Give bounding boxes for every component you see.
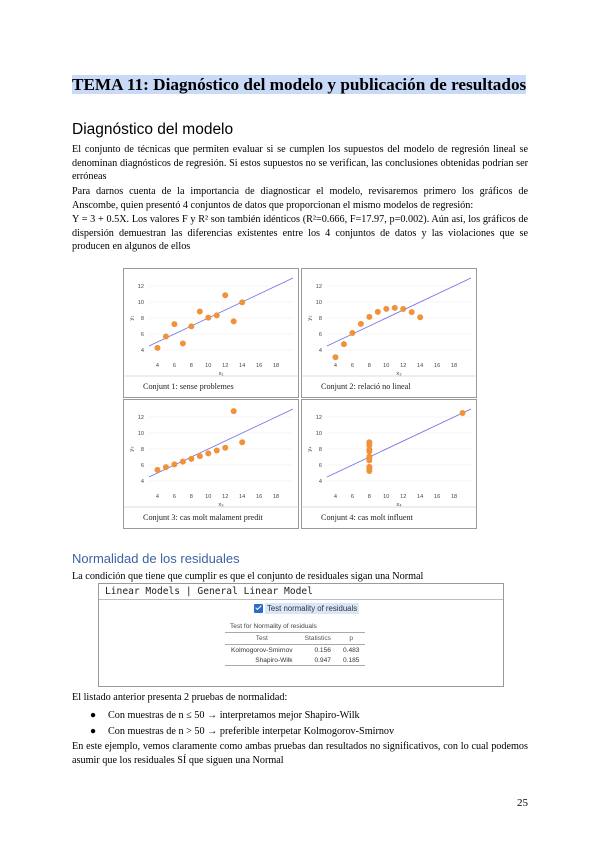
section-title: Diagnóstico del modelo (72, 121, 234, 138)
x-tick-label: 18 (272, 494, 280, 500)
data-point (231, 408, 237, 414)
x-tick-label: 4 (155, 494, 160, 500)
y-tick-label: 6 (140, 463, 144, 469)
y-axis-label: y₄ (307, 446, 313, 452)
x-tick-label: 14 (239, 494, 246, 500)
data-point (163, 464, 169, 470)
x-tick-label: 10 (383, 494, 390, 500)
data-point (366, 314, 372, 320)
y-tick-label: 8 (318, 316, 322, 322)
data-point (222, 292, 228, 298)
anscombe-panel (301, 400, 477, 529)
data-point (188, 456, 194, 462)
normality-intro: La condición que tiene que cumplir es que el conjunto de residuales sigan una Normal (72, 571, 424, 582)
jamovi-panel-title: Linear Models | General Linear Model (105, 586, 313, 597)
divider (99, 599, 503, 600)
data-point (171, 321, 177, 327)
column-header: Statistics (299, 633, 337, 645)
checkbox-label: Test normality of residuals (267, 604, 358, 613)
paragraph-anscombe: Para darnos cuenta de la importancia de diagnosticar el modelo, revisaremos primero los gráficos de Anscombe, quien presentó 4 conjuntos de datos que proporcionan el mismo modelos de regresión: (72, 186, 528, 211)
panel-caption: Conjunt 2: relació no lineal (321, 382, 411, 391)
list-item (90, 725, 394, 738)
data-point (205, 315, 211, 321)
page-number: 25 (517, 797, 528, 809)
y-tick-label: 12 (315, 415, 322, 421)
data-point (417, 314, 423, 320)
table-cell: 0.947 (299, 655, 337, 666)
table-cell: Shapiro-Wilk (225, 655, 299, 666)
anscombe-panel (301, 269, 477, 398)
table-row (225, 645, 365, 656)
x-tick-label: 10 (205, 494, 212, 500)
x-tick-label: 12 (400, 363, 407, 369)
data-point (197, 309, 203, 315)
y-axis-label: y₁ (129, 315, 135, 321)
y-tick-label: 4 (140, 348, 144, 354)
data-point (332, 354, 338, 360)
y-tick-label: 6 (140, 332, 144, 338)
x-tick-label: 14 (417, 363, 424, 369)
y-tick-label: 10 (137, 300, 144, 306)
paragraph-model: Y = 3 + 0.5X. Los valores F y R² son también idénticos (R²=0.666, F=17.97, p=0.002). Aún así, los gráficos de dispersión demuestran las diferencias existentes entre los 4 conjuntos de datos y las violaciones que se producen en algunos de ellos (72, 214, 528, 252)
x-tick-label: 16 (434, 494, 441, 500)
data-point (180, 459, 186, 465)
anscombe-figure (123, 268, 477, 530)
x-tick-label: 6 (172, 494, 176, 500)
x-tick-label: 12 (222, 494, 229, 500)
anscombe-panel (123, 269, 299, 398)
data-point (171, 461, 177, 467)
y-tick-label: 4 (318, 479, 322, 485)
normality-checkbox[interactable] (254, 604, 359, 613)
data-point (222, 445, 228, 451)
x-tick-label: 10 (383, 363, 390, 369)
jamovi-output-panel (98, 583, 504, 687)
chapter-heading (72, 74, 528, 96)
y-tick-label: 12 (137, 284, 144, 290)
panel-caption: Conjunt 4: cas molt influent (321, 513, 413, 522)
x-tick-label: 16 (256, 363, 263, 369)
x-axis-label: x₂ (396, 371, 402, 377)
table-cell: 0.156 (314, 646, 331, 654)
list-item-text: Con muestras de n ≤ 50 → interpretamos mejor Shapiro-Wilk (108, 710, 360, 721)
list-item (90, 709, 360, 722)
x-tick-label: 8 (189, 494, 193, 500)
y-tick-label: 6 (318, 332, 322, 338)
panel-caption: Conjunt 1: sense problemes (143, 382, 234, 391)
data-point (163, 334, 169, 340)
bullet-icon: ● (90, 726, 97, 737)
data-point (358, 321, 364, 327)
x-tick-label: 10 (205, 363, 212, 369)
y-tick-label: 10 (315, 300, 322, 306)
conclusion-paragraph: En este ejemplo, vemos claramente como ambas pruebas dan resultados no significativos, con lo cual podemos asumir que los residuales SÍ que siguen una Normal (72, 741, 528, 766)
x-tick-label: 8 (189, 363, 193, 369)
y-axis-label: y₃ (129, 446, 135, 452)
y-tick-label: 4 (140, 479, 144, 485)
data-point (383, 306, 389, 312)
x-tick-label: 12 (222, 363, 229, 369)
x-tick-label: 16 (256, 494, 263, 500)
normality-table (225, 632, 365, 666)
x-tick-label: 4 (155, 363, 160, 369)
table-cell: Kolmogorov-Smirnov (231, 646, 293, 654)
x-axis-label: x₁ (218, 371, 224, 377)
paragraph-intro: El conjunto de técnicas que permiten evaluar si se cumplen los supuestos del modelo de regresión lineal se denominan diagnósticos de regresión. Si estos supuestos no se verifican, las conclusiones obtenidas podrían ser erróneas (72, 144, 528, 182)
list-item-text: Con muestras de n > 50 → preferible interpetar Kolmogorov-Smirnov (108, 726, 395, 737)
x-axis-label: x₄ (396, 502, 402, 508)
data-point (214, 312, 220, 318)
data-point (231, 318, 237, 324)
x-tick-label: 6 (350, 494, 354, 500)
data-point (409, 309, 415, 315)
table-row (225, 655, 365, 666)
x-tick-label: 14 (239, 363, 246, 369)
chapter-heading-text: TEMA 11: Diagnóstico del modelo y publicación de resultados (72, 75, 527, 94)
x-tick-label: 8 (367, 494, 371, 500)
column-header: Test (225, 633, 299, 645)
data-point (392, 305, 398, 311)
x-tick-label: 6 (172, 363, 176, 369)
table-cell: 0.483 (342, 646, 360, 654)
checkbox-checked-icon[interactable] (254, 604, 263, 613)
x-tick-label: 18 (272, 363, 280, 369)
data-point (154, 467, 160, 473)
x-tick-label: 18 (450, 494, 458, 500)
y-tick-label: 10 (315, 431, 322, 437)
y-axis-label: y₂ (307, 315, 313, 321)
x-tick-label: 12 (400, 494, 407, 500)
x-tick-label: 4 (333, 494, 338, 500)
x-tick-label: 14 (417, 494, 424, 500)
data-point (197, 453, 203, 459)
table-header-row (225, 633, 365, 645)
y-tick-label: 12 (137, 415, 144, 421)
x-tick-label: 16 (434, 363, 441, 369)
data-point (214, 448, 220, 454)
data-point (460, 410, 466, 416)
data-point (349, 330, 355, 336)
anscombe-panel (123, 400, 299, 529)
data-point (239, 299, 245, 305)
data-point (366, 455, 372, 461)
y-tick-label: 8 (140, 447, 144, 453)
x-tick-label: 4 (333, 363, 338, 369)
x-tick-label: 18 (450, 363, 458, 369)
y-tick-label: 8 (318, 447, 322, 453)
y-tick-label: 8 (140, 316, 144, 322)
x-tick-label: 6 (350, 363, 354, 369)
data-point (366, 466, 372, 472)
x-axis-label: x₃ (218, 502, 224, 508)
data-point (341, 341, 347, 347)
data-point (180, 340, 186, 346)
y-tick-label: 10 (137, 431, 144, 437)
data-point (154, 345, 160, 351)
data-point (366, 447, 372, 453)
x-tick-label: 8 (367, 363, 371, 369)
y-tick-label: 4 (318, 348, 322, 354)
panel-caption: Conjunt 3: cas molt malament predit (143, 513, 263, 522)
data-point (400, 306, 406, 312)
data-point (188, 323, 194, 329)
data-point (239, 439, 245, 445)
column-header: p (337, 633, 366, 645)
normality-summary: El listado anterior presenta 2 pruebas de normalidad: (72, 692, 288, 703)
table-caption: Test for Normality of residuals (230, 623, 317, 630)
y-tick-label: 12 (315, 284, 322, 290)
normality-title: Normalidad de los residuales (72, 551, 240, 566)
y-tick-label: 6 (318, 463, 322, 469)
bullet-icon: ● (90, 710, 97, 721)
data-point (375, 309, 381, 315)
table-cell: 0.185 (337, 655, 366, 666)
data-point (205, 450, 211, 456)
